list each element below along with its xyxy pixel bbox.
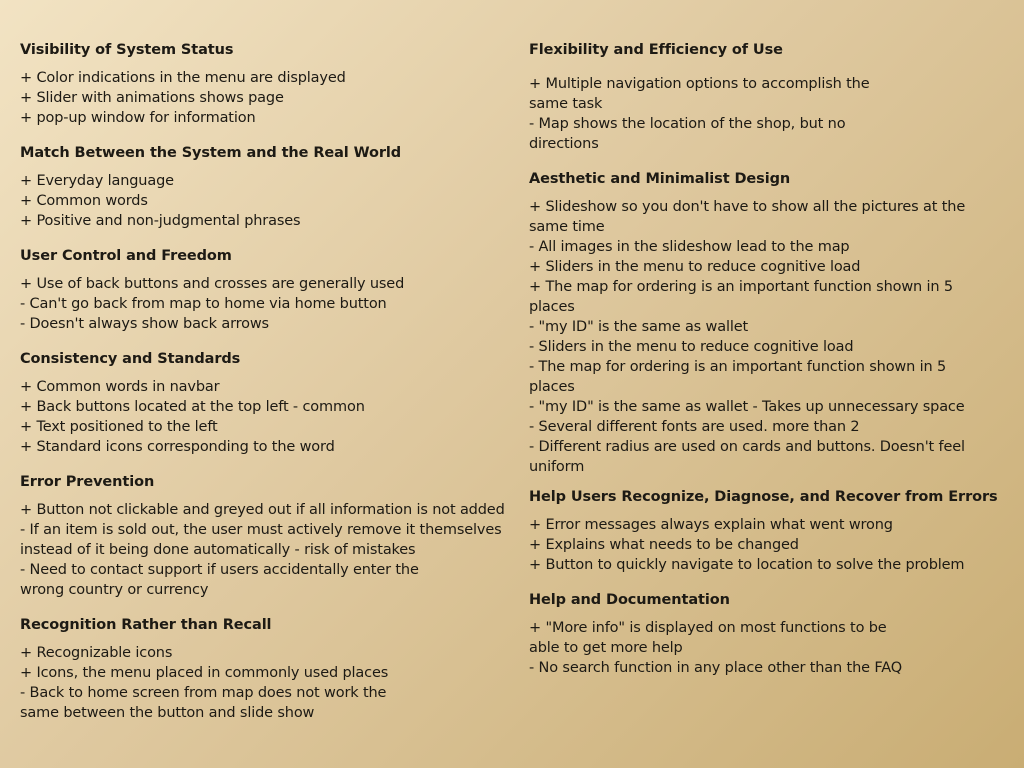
list-item: - All images in the slideshow lead to the map [529, 239, 850, 255]
item-list [20, 171, 520, 231]
list-item: - Different radius are used on cards and buttons. Doesn't feel uniform [529, 439, 965, 475]
list-item: + The map for ordering is an important function shown in 5 places [529, 279, 953, 315]
list-item: + Positive and non-judgmental phrases [20, 213, 301, 229]
item-list [20, 500, 520, 600]
list-item: + Back buttons located at the top left - common [20, 399, 365, 415]
list-item: - "my ID" is the same as wallet - Takes up unnecessary space [529, 399, 965, 415]
item-list [20, 377, 520, 457]
list-item: + Color indications in the menu are displayed [20, 70, 346, 86]
section-documentation [529, 590, 989, 678]
section-title: Aesthetic and Minimalist Design [529, 171, 791, 187]
section-title: Visibility of System Status [20, 42, 234, 58]
list-item: + Slider with animations shows page [20, 90, 284, 106]
list-item: - Back to home screen from map does not work the same between the button and slide show [20, 685, 387, 721]
item-list [20, 68, 520, 128]
section-title: User Control and Freedom [20, 248, 232, 264]
list-item: + Error messages always explain what went wrong [529, 517, 893, 533]
list-item: - Map shows the location of the shop, but no directions [529, 116, 846, 152]
item-list [529, 197, 989, 477]
list-item: + Icons, the menu placed in commonly used places [20, 665, 389, 681]
list-item: + Common words in navbar [20, 379, 220, 395]
list-item: + "More info" is displayed on most functions to be able to get more help [529, 620, 887, 656]
section-visibility [20, 40, 520, 128]
right-column [529, 40, 998, 678]
list-item: + Everyday language [20, 173, 174, 189]
list-item: + Recognizable icons [20, 645, 173, 661]
list-item: - Need to contact support if users accidentally enter the wrong country or currency [20, 562, 419, 598]
item-list [20, 643, 520, 723]
list-item: - "my ID" is the same as wallet [529, 319, 749, 335]
section-help-errors [529, 487, 998, 575]
list-item: + Button to quickly navigate to location to solve the problem [529, 557, 965, 573]
section-title: Consistency and Standards [20, 351, 241, 367]
list-item: - The map for ordering is an important function shown in 5 places [529, 359, 947, 395]
section-title: Match Between the System and the Real World [20, 145, 402, 161]
section-title: Help Users Recognize, Diagnose, and Recover from Errors [529, 489, 998, 505]
list-item: - If an item is sold out, the user must actively remove it themselves instead of it being done automatically - risk of mistakes [20, 522, 502, 558]
list-item: + Explains what needs to be changed [529, 537, 799, 553]
section-aesthetic [529, 169, 989, 477]
list-item: + Text positioned to the left [20, 419, 218, 435]
section-title: Error Prevention [20, 474, 155, 490]
item-list [529, 515, 989, 575]
section-title: Help and Documentation [529, 592, 730, 608]
section-match [20, 143, 520, 231]
list-item: - Can't go back from map to home via home button [20, 296, 387, 312]
section-consistency [20, 349, 520, 457]
list-item: + Multiple navigation options to accomplish the same task [529, 76, 870, 112]
list-item: - No search function in any place other than the FAQ [529, 660, 902, 676]
list-item: + Sliders in the menu to reduce cognitive load [529, 259, 861, 275]
section-control [20, 246, 520, 334]
list-item: + Common words [20, 193, 148, 209]
list-item: + pop-up window for information [20, 110, 256, 126]
list-item: - Several different fonts are used. more than 2 [529, 419, 860, 435]
section-title: Flexibility and Efficiency of Use [529, 42, 783, 58]
section-recognition [20, 615, 520, 723]
left-column [20, 40, 520, 723]
list-item: + Slideshow so you don't have to show all the pictures at the same time [529, 199, 966, 235]
list-item: - Sliders in the menu to reduce cognitive load [529, 339, 854, 355]
section-title: Recognition Rather than Recall [20, 617, 272, 633]
list-item: + Standard icons corresponding to the word [20, 439, 335, 455]
item-list [529, 74, 989, 154]
section-error-prevention [20, 472, 520, 600]
item-list [529, 618, 989, 678]
list-item: - Doesn't always show back arrows [20, 316, 269, 332]
item-list [20, 274, 520, 334]
list-item: + Button not clickable and greyed out if all information is not added [20, 502, 505, 518]
section-flexibility [529, 40, 989, 154]
list-item: + Use of back buttons and crosses are generally used [20, 276, 405, 292]
